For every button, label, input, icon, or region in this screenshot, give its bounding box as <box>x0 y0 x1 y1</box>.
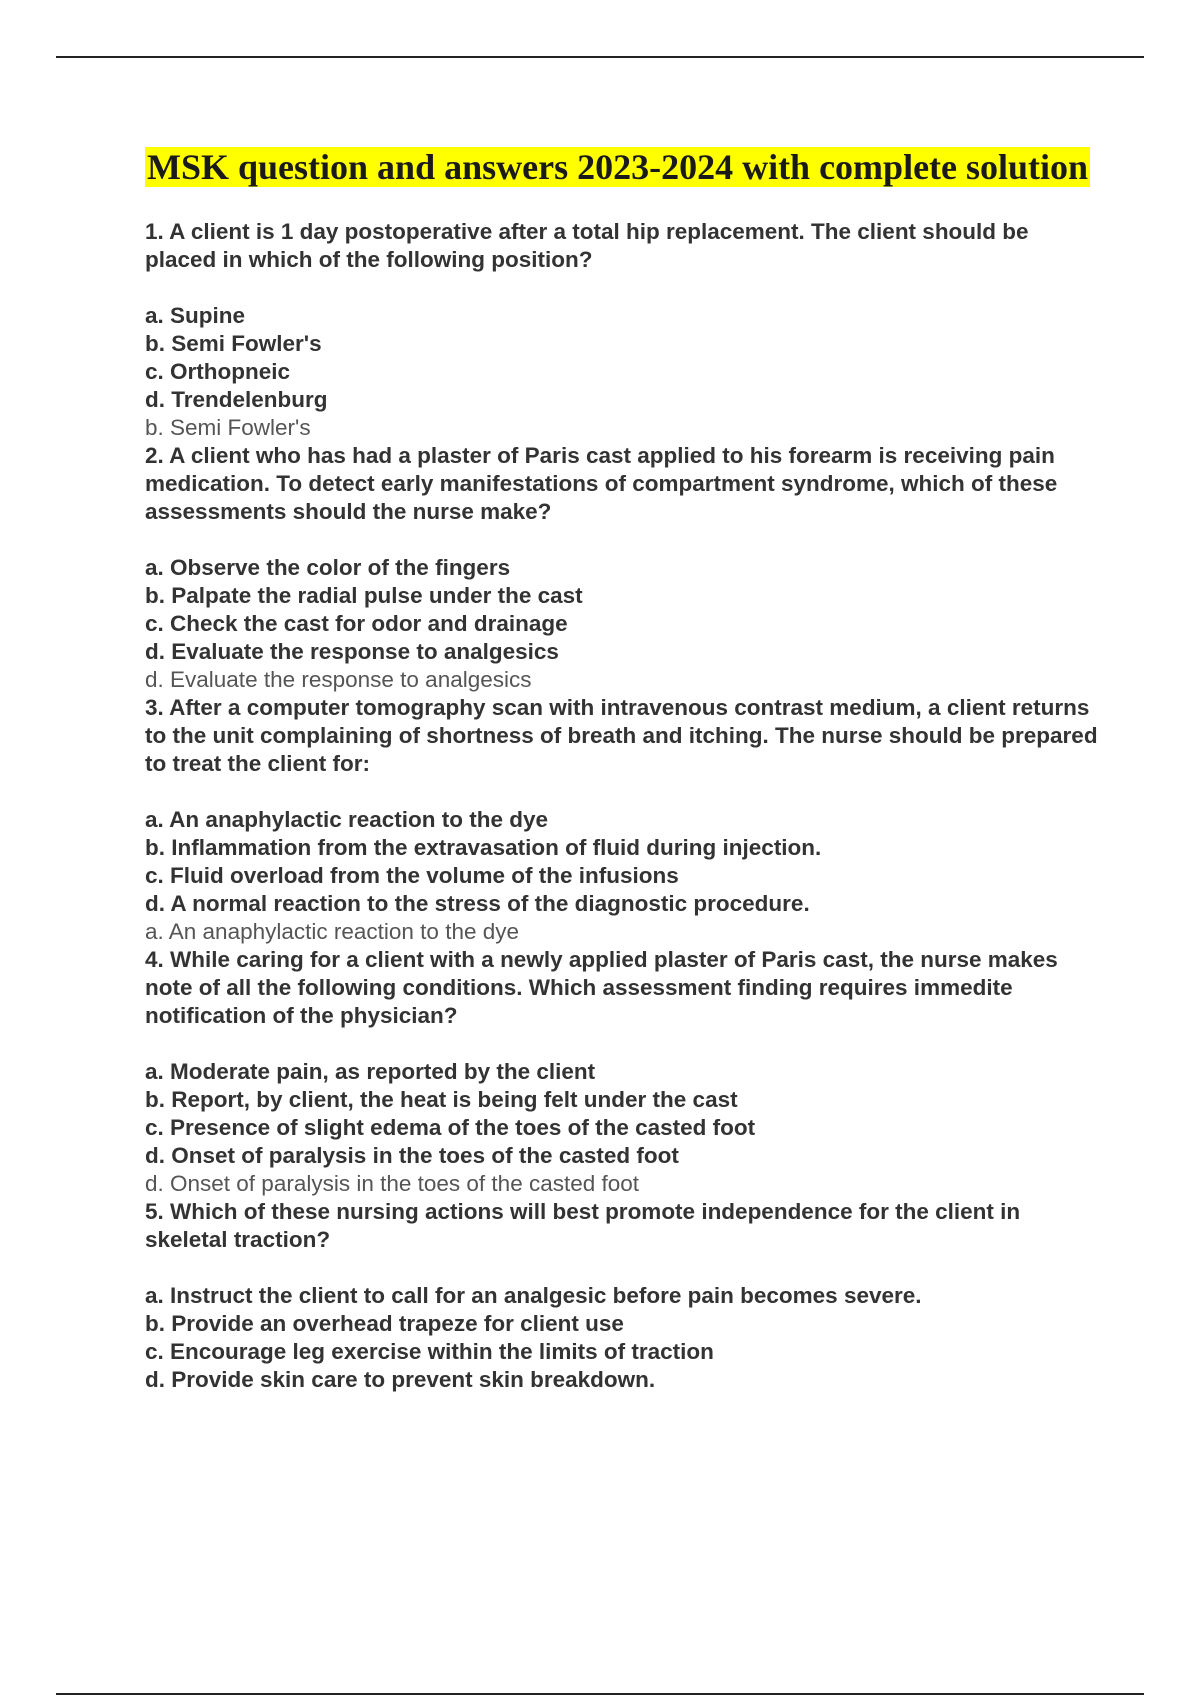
option-d: d. Evaluate the response to analgesics <box>145 639 559 664</box>
option-a: a. Moderate pain, as reported by the client <box>145 1059 596 1084</box>
question-3 <box>145 694 1105 946</box>
option-c: c. Check the cast for odor and drainage <box>145 611 568 636</box>
option-d: d. A normal reaction to the stress of the diagnostic procedure. <box>145 891 810 916</box>
answer: d. Onset of paralysis in the toes of the casted foot <box>145 1171 640 1196</box>
option-a: a. Supine <box>145 303 246 328</box>
top-rule <box>56 56 1144 58</box>
question-stem: 3. After a computer tomography scan with intravenous contrast medium, a client returns to the unit complaining of shortness of breath and itching. The nurse should be prepared to treat the client for: <box>145 695 1098 776</box>
question-4 <box>145 946 1105 1198</box>
option-b: b. Inflammation from the extravasation of fluid during injection. <box>145 835 822 860</box>
document-body <box>145 146 1105 1394</box>
question-1 <box>145 218 1105 442</box>
question-stem: 2. A client who has had a plaster of Paris cast applied to his forearm is receiving pain medication. To detect early manifestations of compartment syndrome, which of these assessments should the nurse make? <box>145 443 1058 524</box>
option-a: a. Observe the color of the fingers <box>145 555 511 580</box>
question-stem: 4. While caring for a client with a newly applied plaster of Paris cast, the nurse makes note of all the following conditions. Which assessment finding requires immedite notification of the physician? <box>145 947 1058 1028</box>
highlighted-title-text: MSK question and answers 2023-2024 with complete solution <box>147 147 1089 187</box>
option-a: a. An anaphylactic reaction to the dye <box>145 807 549 832</box>
document-title <box>145 146 1105 188</box>
option-d: d. Onset of paralysis in the toes of the casted foot <box>145 1143 679 1168</box>
answer: b. Semi Fowler's <box>145 415 311 440</box>
option-b: b. Provide an overhead trapeze for client use <box>145 1311 624 1336</box>
option-c: c. Orthopneic <box>145 359 291 384</box>
option-d: d. Trendelenburg <box>145 387 328 412</box>
question-5 <box>145 1198 1105 1394</box>
question-stem: 5. Which of these nursing actions will best promote independence for the client in skeletal traction? <box>145 1199 1021 1252</box>
option-c: c. Fluid overload from the volume of the infusions <box>145 863 679 888</box>
bottom-rule <box>56 1693 1144 1695</box>
option-c: c. Presence of slight edema of the toes of the casted foot <box>145 1115 756 1140</box>
question-stem: 1. A client is 1 day postoperative after a total hip replacement. The client should be placed in which of the following position? <box>145 219 1029 272</box>
option-b: b. Palpate the radial pulse under the cast <box>145 583 583 608</box>
option-b: b. Report, by client, the heat is being felt under the cast <box>145 1087 738 1112</box>
option-a: a. Instruct the client to call for an analgesic before pain becomes severe. <box>145 1283 922 1308</box>
option-c: c. Encourage leg exercise within the limits of traction <box>145 1339 714 1364</box>
question-2 <box>145 442 1105 694</box>
answer: a. An anaphylactic reaction to the dye <box>145 919 519 944</box>
option-b: b. Semi Fowler's <box>145 331 322 356</box>
answer: d. Evaluate the response to analgesics <box>145 667 532 692</box>
option-d: d. Provide skin care to prevent skin breakdown. <box>145 1367 656 1392</box>
